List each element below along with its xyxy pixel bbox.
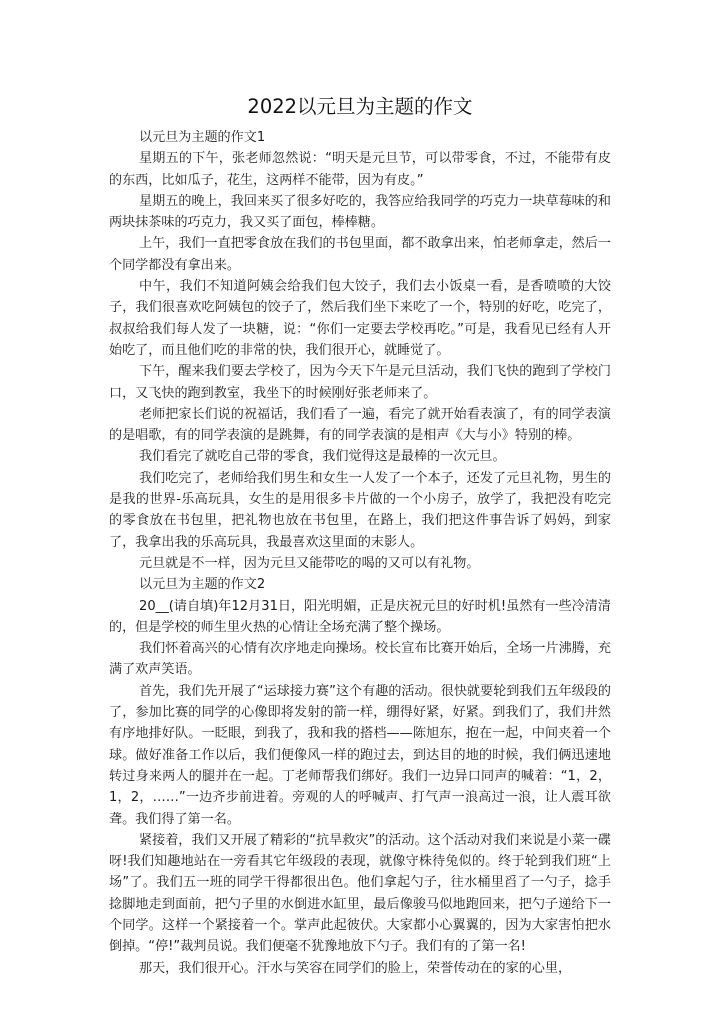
essay-paragraph: 首先，我们先开展了“运球接力赛”这个有趣的活动。很快就要轮到我们五年级段的了，参加比赛的同学的心像即将发射的箭一样，绷得好紧，好紧。到我们了，我们井然有序地排好队。一眨眼，到我了，我和我的搭档——陈旭东，抱在一起，中间夹着一个球。做好准备工作以后，我们便像风一样的跑过去，到达目的地的时候，我们俩迅速地转过身来两人的腿并在一起。丁老师帮我们绑好。我们一边异口同声的喊着：“1，2，1，2，……”一边齐步前进着。旁观的人的呼喊声、打气声一浪高过一浪，让人震耳欲聋。我们得了第一名。 <box>109 683 611 827</box>
essay-paragraph: 星期五的下午，张老师忽然说：“明天是元旦节，可以带零食，不过，不能带有皮的东西，比如瓜子，花生，这两样不能带，因为有皮。” <box>109 151 611 188</box>
essay-paragraph: 我们怀着高兴的心情有次序地走向操场。校长宣布比赛开始后，全场一片沸腾，充满了欢声笑语。 <box>109 641 611 678</box>
essay-paragraph: 元旦就是不一样，因为元旦又能带吃的喝的又可以有礼物。 <box>139 555 480 571</box>
essay-subtitle: 以元旦为主题的作文2 <box>139 577 266 593</box>
essay-paragraph: 中午，我们不知道阿姨会给我们包大饺子，我们去小饭桌一看，是香喷喷的大饺子，我们很喜欢吃阿姨包的饺子了，然后我们坐下来吃了一个，特别的好吃，吃完了，叔叔给我们每人发了一块糖，说：“你们一定要去学校再吃。”可是，我看见已经有人开始吃了，而且他们吃的非常的快，我们很开心，就睡觉了。 <box>109 279 611 358</box>
essay-paragraph: 我们看完了就吃自己带的零食，我们觉得这是最棒的一次元旦。 <box>139 449 506 465</box>
essay-paragraph: 20__(请自填)年12月31日，阳光明媚，正是庆祝元旦的好时机!虽然有一些冷清清的，但是学校的师生里火热的心情让全场充满了整个操场。 <box>109 598 611 635</box>
essay-paragraph: 下午，醒来我们要去学校了，因为今天下午是元旦活动，我们飞快的跑到了学校门口，又飞快的跑到教室，我坐下的时候刚好张老师来了。 <box>109 364 611 401</box>
essay-paragraph: 老师把家长们说的祝福话，我们看了一遍，看完了就开始看表演了，有的同学表演的是唱歌，有的同学表演的是跳舞，有的同学表演的是相声《大与小》特别的棒。 <box>109 406 611 444</box>
essay-paragraph: 紧接着，我们又开展了精彩的“抗旱救灾”的活动。这个活动对我们来说是小菜一碟呀!我们知趣地站在一旁看其它年级段的表现，就像守株待兔似的。终于轮到我们班“上场”了。我们五一班的同学干得都很出色。他们拿起勺子，往水桶里舀了一勺子，捻手捻脚地走到面前，把勺子里的水倒进水缸里，最后像骏马似地跑回来，把勺子递给下一个同学。这样一个紧接着一个。掌声此起彼伏。大家都小心翼翼的，因为大家害怕把水倒掉。“停!”裁判员说。我们便毫不犹豫地放下勺子。我们有的了第一名! <box>109 832 611 955</box>
essay-paragraph: 上午，我们一直把零食放在我们的书包里面，都不敢拿出来，怕老师拿走，然后一个同学都没有拿出来。 <box>109 236 611 273</box>
essay-paragraph: 星期五的晚上，我回来买了很多好吃的，我答应给我同学的巧克力一块草莓味的和两块抹茶味的巧克力，我又买了面包，棒棒糖。 <box>109 193 611 231</box>
essay-paragraph: 那天，我们很开心。汗水与笑容在同学们的脸上，荣誉传动在的家的心里， <box>139 960 572 976</box>
document-body <box>109 127 611 979</box>
document-title: 2022以元旦为主题的作文 <box>247 95 473 118</box>
essay-paragraph: 我们吃完了，老师给我们男生和女生一人发了一个本子，还发了元旦礼物，男生的是我的世界-乐高玩具，女生的是用很多卡片做的一个小房子，放学了，我把没有吃完的零食放在书包里，把礼物也放在书包里，在路上，我们把这件事告诉了妈妈，到家了，我拿出我的乐高玩具，我最喜欢这里面的末影人。 <box>109 470 611 550</box>
essay-subtitle: 以元旦为主题的作文1 <box>139 130 266 145</box>
